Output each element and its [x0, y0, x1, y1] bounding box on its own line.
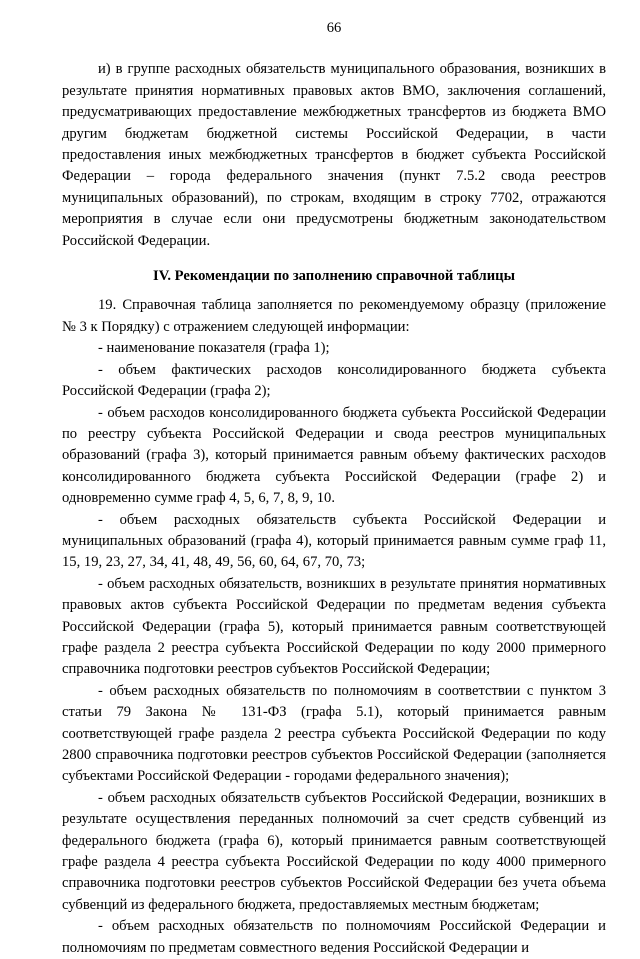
list-item: - объем расходных обязательств, возникших в результате принятия нормативных правовых актов субъекта Российской Федерации по предметам ведения субъекта Российской Федерации (графа 5), который принимается равным соответствующей графе раздела 2 реестра субъекта Российской Федерации по коду 2000 примерного справочника подготовки реестров субъектов Российской Федерации;: [62, 575, 606, 678]
list-item: - объем расходных обязательств субъекта Российской Федерации и муниципальных образований (графа 4), который принимается равным сумме граф 11, 15, 19, 23, 27, 34, 41, 48, 49, 56, 60, 64, 67, 70, 73;: [62, 511, 606, 571]
list-item: - наименование показателя (графа 1);: [98, 340, 330, 357]
document-page: [62, 18, 606, 959]
list-item: - объем расходных обязательств субъектов Российской Федерации, возникших в результате осуществления переданных полномочий за счет средств субвенций из федерального бюджета (графа 6), который принимается равным соответствующей графе раздела 4 реестра субъекта Российской Федерации по коду 4000 примерного справочника подготовки реестров субъектов Российской Федерации без учета объема субвенций из федерального бюджета, предоставляемых местным бюджетам;: [62, 789, 606, 913]
section-heading: IV. Рекомендации по заполнению справочной таблицы: [153, 268, 515, 285]
paragraph-19: 19. Справочная таблица заполняется по рекомендуемому образцу (приложение № 3 к Порядку) с отражением следующей информации:: [62, 297, 606, 335]
list-item: - объем расходных обязательств по полномочиям Российской Федерации и полномочиям по предметам совместного ведения Российской Федерации и: [62, 918, 606, 956]
list-item: - объем фактических расходов консолидированного бюджета субъекта Российской Федерации (графа 2);: [62, 361, 606, 400]
list-item: - объем расходов консолидированного бюджета субъекта Российской Федерации по реестру субъекта Российской Федерации и свода реестров муниципальных образований (графа 3), который принимается равным объему фактических расходов консолидированного бюджета субъекта Российской Федерации (графе 2) и одновременно сумме граф 4, 5, 6, 7, 8, 9, 10.: [62, 404, 606, 507]
paragraph-item-i: и) в группе расходных обязательств муниципального образования, возникших в результате принятия нормативных правовых актов ВМО, заключения соглашений, предусматривающих предоставление межбюджетных трансфертов из бюджета ВМО другим бюджетам бюджетной системы Российской Федерации, в части предоставления иных межбюджетных трансфертов в бюджет субъекта Российской Федерации – города федерального значения (пункт 7.5.2 свода реестров муниципальных образований), по строкам, входящим в строку 7702, отражаются мероприятия в случае если они предусмотрены бюджетным законодательством Российской Федерации.: [62, 61, 606, 249]
list-item: - объем расходных обязательств по полномочиям в соответствии с пунктом 3 статьи 79 Закона № 131-ФЗ (графа 5.1), который принимается равным соответствующей графе раздела 2 реестра субъекта Российской Федерации по коду 2800 справочника подготовки реестров субъектов Российской Федерации (заполняется субъектами Российской Федерации - городами федерального значения);: [62, 682, 606, 785]
page-number: 66: [326, 20, 342, 36]
